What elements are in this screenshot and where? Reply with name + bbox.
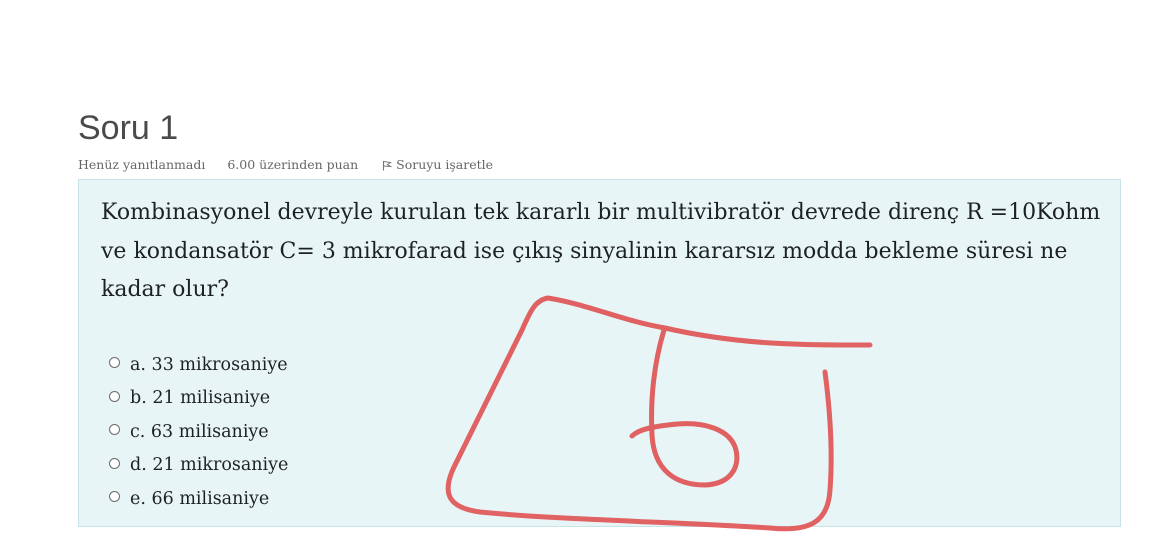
question-content-box: [78, 179, 1121, 527]
answer-label: a. 33 mikrosaniye: [130, 354, 288, 375]
answer-option-a[interactable]: [109, 348, 288, 382]
answer-option-e[interactable]: [109, 482, 288, 516]
flag-icon: [382, 160, 392, 171]
question-state: Henüz yanıtlanmadı: [78, 157, 206, 172]
radio-button[interactable]: [109, 491, 120, 502]
answer-option-b[interactable]: [109, 382, 288, 416]
radio-button[interactable]: [109, 391, 120, 402]
flag-question-label: Soruyu işaretle: [396, 157, 494, 172]
answer-label: e. 66 milisaniye: [130, 488, 270, 509]
answer-option-d[interactable]: [109, 449, 288, 483]
answer-label: c. 63 milisaniye: [130, 421, 269, 442]
answer-label: b. 21 milisaniye: [130, 388, 271, 409]
radio-button[interactable]: [109, 357, 120, 368]
answer-label: d. 21 mikrosaniye: [130, 455, 289, 476]
question-grade: 6.00 üzerinden puan: [227, 157, 359, 172]
radio-button[interactable]: [109, 458, 120, 469]
question-info: [78, 157, 493, 172]
question-title: Soru 1: [78, 109, 179, 147]
answer-options: [109, 348, 288, 516]
radio-button[interactable]: [109, 424, 120, 435]
answer-option-c[interactable]: [109, 415, 288, 449]
question-text: Kombinasyonel devreyle kurulan tek kararlı bir multivibratör devrede direnç R =10Kohm ve kondansatör C= 3 mikrofarad ise çıkış sinyalinin kararsız modda bekleme süresi ne kadar olur?: [101, 200, 1101, 302]
flag-question-link[interactable]: [382, 157, 493, 172]
